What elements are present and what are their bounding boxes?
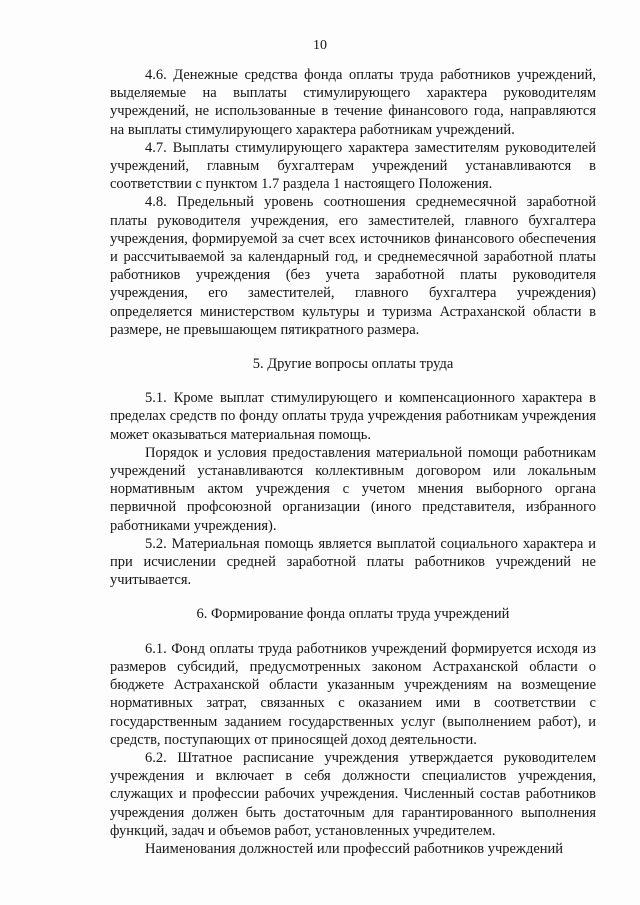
paragraph-5-1: 5.1. Кроме выплат стимулирующего и компенсационного характера в пределах средств по фонду оплаты труда учреждения работникам учреждения может оказываться материальная помощь. <box>110 390 596 443</box>
section-5-heading: 5. Другие вопросы оплаты труда <box>252 356 454 373</box>
paragraph-material-aid-procedure: Порядок и условия предоставления материальной помощи работникам учреждений устанавливаются коллективным договором или локальным нормативным актом учреждения с учетом мнения выборного органа первичной профсоюзной организации (иного представителя, избранного работниками учреждения). <box>110 444 596 534</box>
paragraph-6-2: 6.2. Штатное расписание учреждения утверждается руководителем учреждения и включает в себя должности специалистов учреждения, служащих и профессии рабочих учреждения. Численный состав работников учреждения должен быть достаточным для гарантированного выполнения функций, задач и объемов работ, установленных учредителем. <box>110 749 596 839</box>
paragraph-5-2: 5.2. Материальная помощь является выплатой социального характера и при исчислении средней заработной платы работников учреждений не учитывается. <box>110 535 596 589</box>
paragraph-4-6: 4.6. Денежные средства фонда оплаты труда работников учреждений, выделяемые на выплаты стимулирующего характера руководителям учреждений, не использованные в течение финансового года, направляются на выплаты стимулирующего характера работникам учреждений. <box>110 67 596 138</box>
section-6-heading: 6. Формирование фонда оплаты труда учреждений <box>196 606 510 623</box>
paragraph-4-7: 4.7. Выплаты стимулирующего характера заместителям руководителей учреждений, главным бухгалтерам учреждений устанавливаются в соответствии с пунктом 1.7 раздела 1 настоящего Положения. <box>110 139 596 193</box>
page-content <box>110 66 596 858</box>
paragraph-6-1: 6.1. Фонд оплаты труда работников учреждений формируется исходя из размеров субсидий, предусмотренных законом Астраханской области о бюджете Астраханской области указанным учреждениям на возмещение нормативных затрат, связанных с оказанием ими в соответствии с государственным заданием государственных услуг (выполнением работ), и средств, поступающих от приносящей доход деятельности. <box>110 640 596 748</box>
paragraph-position-names: Наименования должностей или профессий работников учреждений <box>145 840 564 857</box>
page-number: 10 <box>313 38 327 53</box>
paragraph-4-8: 4.8. Предельный уровень соотношения среднемесячной заработной платы руководителя учреждения, его заместителей, главного бухгалтера учреждения, формируемой за счет всех источников финансового обеспечения и рассчитываемой за календарный год, и среднемесячной заработной платы работников учреждения (без учета заработной платы руководителя учреждения, его заместителей, главного бухгалтера учреждения) определяется министерством культуры и туризма Астраханской области в размере, не превышающем пятикратного размера. <box>110 194 596 338</box>
